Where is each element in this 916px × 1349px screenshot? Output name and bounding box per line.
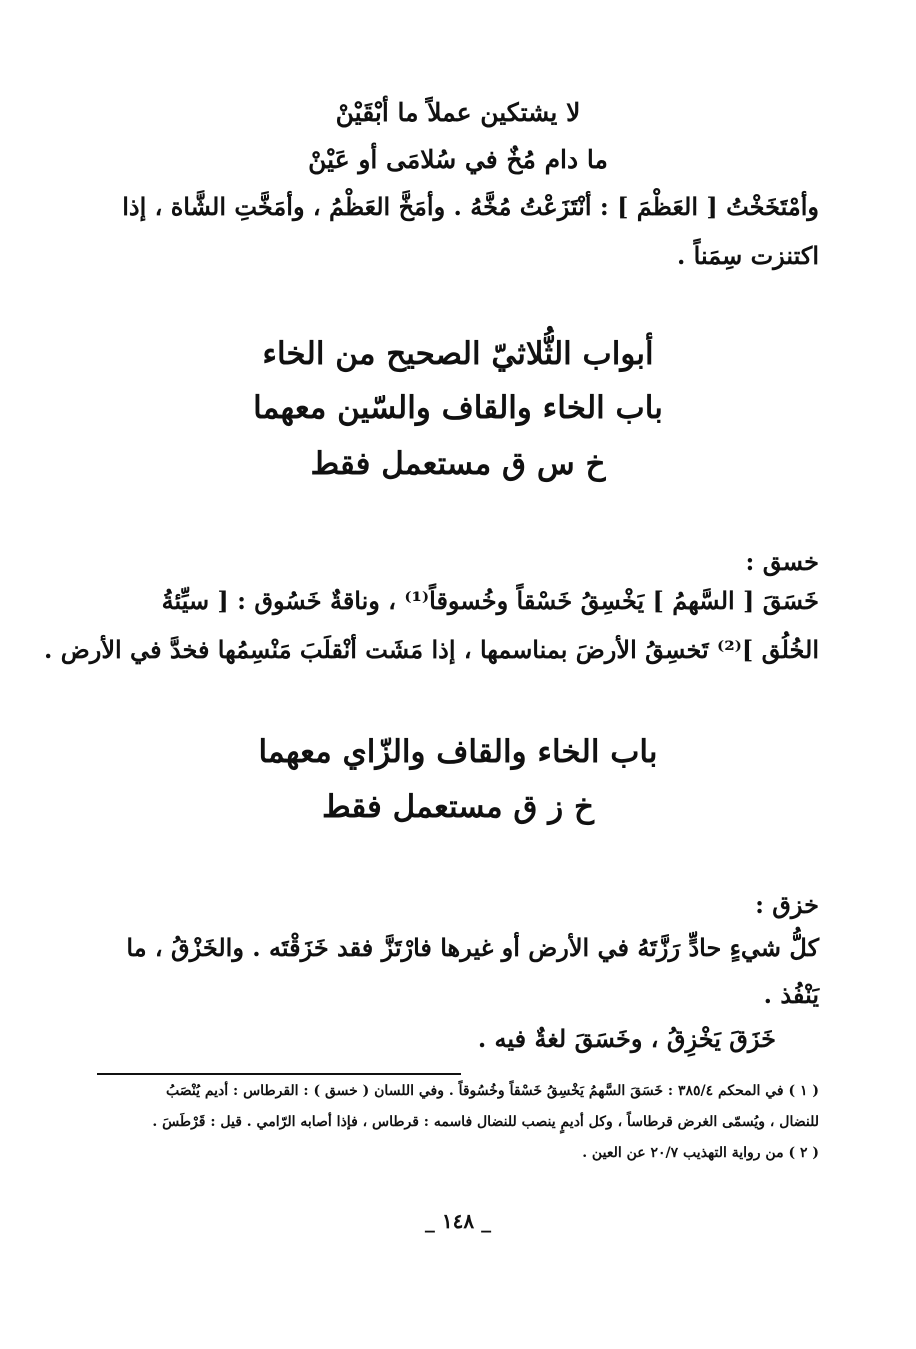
entry-head-2: خزق : [755, 890, 819, 919]
footnote-1-line-2: للنضال ، ويُسمّى الغرض قرطاساً ، وكل أديمٍ ينصب للنضال فاسمه : قرطاس ، فإذا أصابه الرّامي . قيل : قَرْطَسَ . [152, 1114, 819, 1130]
paragraph-line-2: اكتنزت سِمَناً . [676, 241, 819, 270]
root-heading-2: خ ز ق مستعمل فقط [321, 789, 595, 825]
footnote-2: ( ٢ ) من رواية التهذيب ٢٠/٧ عن العين . [582, 1145, 819, 1161]
entry-2-line-1: كلُّ شيءٍ حادٍّ رَزَّتَهُ في الأرض أو غيرها فارْتَزَّ فقد خَزَقْتَه . والخَزْقُ ، ما [126, 933, 819, 962]
entry-2-line-3: خَزَقَ يَخْزِقُ ، وخَسَقَ لغةٌ فيه . [477, 1024, 776, 1053]
entry-head: خسق : [745, 547, 819, 576]
paragraph-line-1: وأمْتَخَخْتُ [ العَظْمَ ] : أنْتَزَعْتُ مُخَّهُ . وأمَخَّ العَظْمُ ، وأمَخَّتِ الشَّاة ، إذا [122, 192, 819, 221]
entry-line-1: خَسَقَ [ السَّهمُ ] يَخْسِقُ خَسْقاً وخُسوقاً⁽¹⁾ ، وناقةٌ خَسُوق : [ سيِّئةُ [161, 586, 819, 615]
entry-2-line-2: يَنْفُذ . [763, 980, 819, 1009]
footnote-divider [97, 1073, 461, 1075]
footnote-1-line-1: ( ١ ) في المحكم ٣٨٥/٤ : خَسَقَ السَّهمُ يَخْسِقُ خَسْقاً وخُسُوقاً . وفي اللسان ( خسق ) : القرطاس : أديم يُنْصَبُ [165, 1083, 819, 1099]
entry-line-2: الخُلُق ]⁽²⁾ تَخسِقُ الأرضَ بمناسمها ، إذا مَشَت أنْقلَبَ مَنْسِمُها فخدَّ في الأرض . [44, 635, 819, 664]
section-title: أبواب الثُّلاثيّ الصحيح من الخاء [262, 336, 654, 372]
root-heading: خ س ق مستعمل فقط [310, 446, 606, 482]
page-number: _ ١٤٨ _ [424, 1209, 492, 1233]
section-subtitle-2: باب الخاء والقاف والزّاي معهما [258, 734, 658, 770]
section-subtitle: باب الخاء والقاف والسّين معهما [253, 390, 663, 426]
verse-line-1: لا يشتكين عملاً ما أبْقَيْنْ [335, 98, 581, 127]
verse-line-2: ما دام مُخٌ في سُلامَى أو عَيْنْ [308, 145, 608, 174]
